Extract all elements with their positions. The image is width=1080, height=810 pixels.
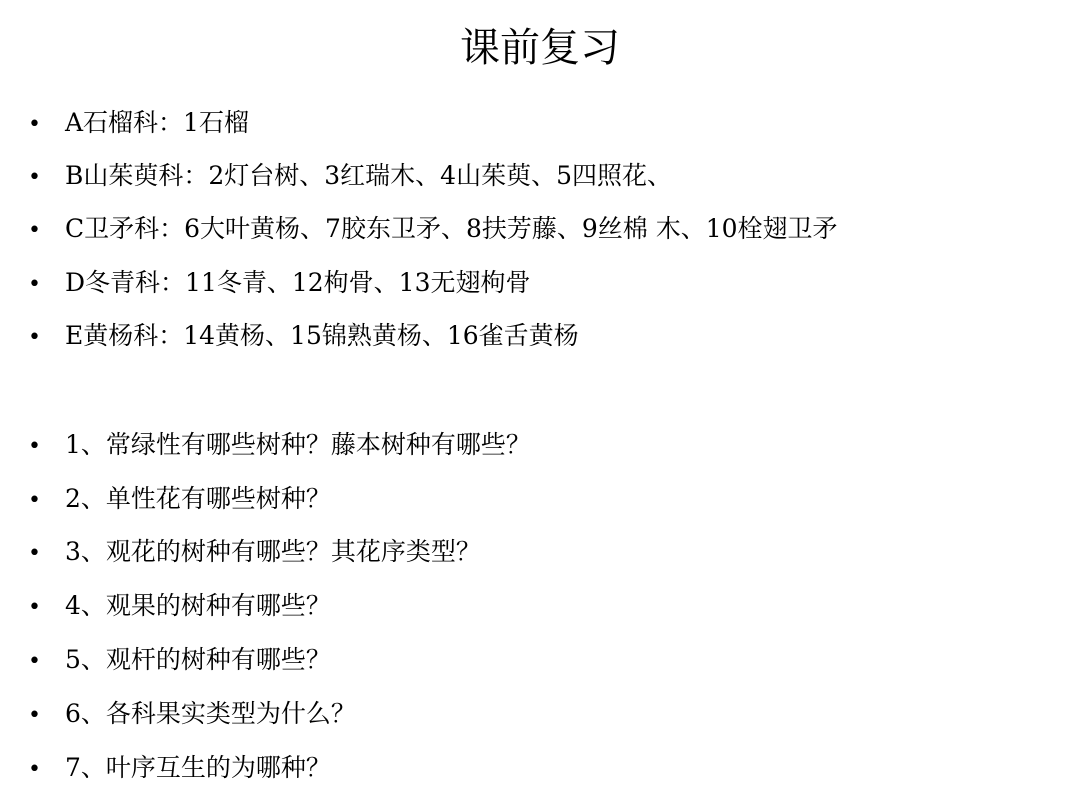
question-text: 2、单性花有哪些树种？ [65,484,331,513]
list-item [28,316,579,356]
list-item [28,156,672,196]
family-text: A石榴科：1石榴 [65,108,249,137]
bullet-dot: • [28,488,41,513]
bullet-dot: • [28,703,41,728]
slide-title: 课前复习 [460,25,620,71]
bullet-dot: • [28,325,41,350]
list-item [28,479,331,519]
family-text: B山茱萸科：2灯台树、3红瑞木、4山茱萸、5四照花、 [65,161,672,190]
question-text: 3、观花的树种有哪些？其花序类型？ [65,537,481,566]
list-item [28,532,481,572]
list-item [28,586,331,626]
list-item [28,694,356,734]
family-text: E黄杨科：14黄杨、15锦熟黄杨、16雀舌黄杨 [65,321,579,350]
question-text: 1、常绿性有哪些树种？藤本树种有哪些？ [65,430,531,459]
bullet-dot: • [28,272,41,297]
question-text: 4、观果的树种有哪些？ [65,591,331,620]
bullet-dot: • [28,434,41,459]
list-item [28,103,249,143]
bullet-dot: • [28,218,41,243]
bullet-dot: • [28,541,41,566]
question-text: 6、各科果实类型为什么？ [65,699,356,728]
list-item [28,425,531,465]
list-item [28,748,331,788]
list-item [28,263,530,303]
family-text: C卫矛科：6大叶黄杨、7胶东卫矛、8扶芳藤、9丝棉 木、10栓翅卫矛 [65,214,838,243]
bullet-dot: • [28,112,41,137]
family-text: D冬青科：11冬青、12枸骨、13无翅枸骨 [65,268,531,297]
bullet-dot: • [28,595,41,620]
bullet-dot: • [28,757,41,782]
question-text: 7、叶序互生的为哪种？ [65,753,331,782]
question-text: 5、观杆的树种有哪些？ [65,645,331,674]
bullet-dot: • [28,649,41,674]
list-item [28,209,838,249]
bullet-dot: • [28,165,41,190]
list-item [28,640,331,680]
